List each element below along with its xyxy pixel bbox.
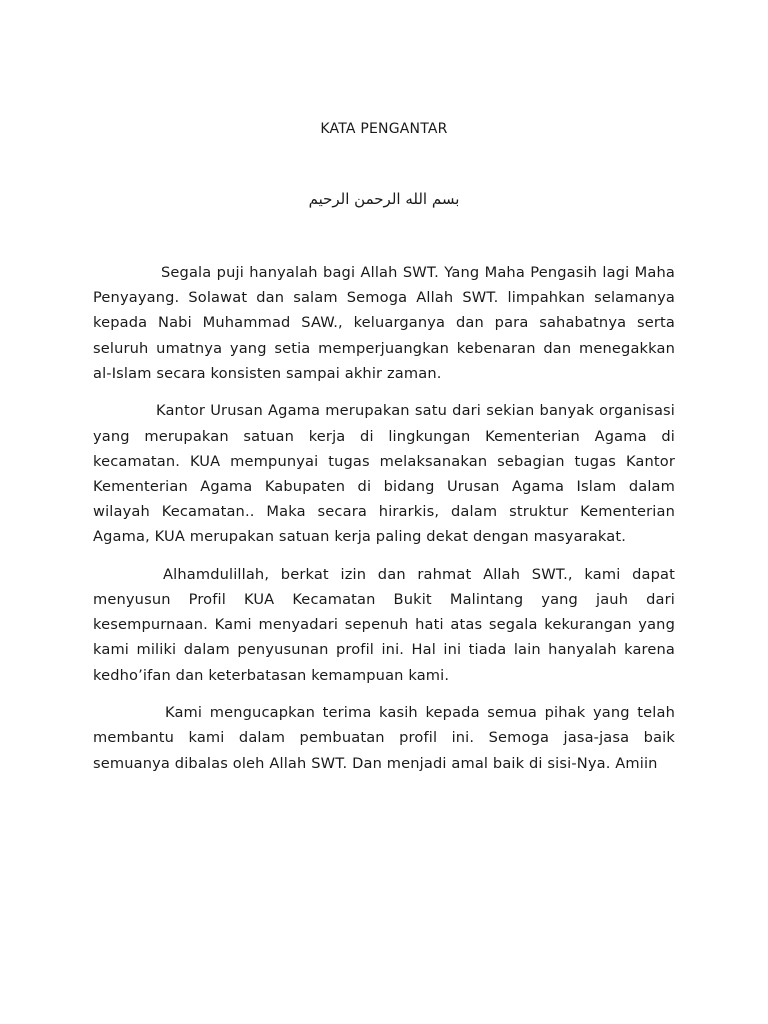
document-body [93, 260, 675, 788]
paragraph-kua-description: Kantor Urusan Agama merupakan satu dari sekian banyak organisasi yang merupakan satuan kerja di lingkungan Kementerian Agama di kecamatan. KUA mempunyai tugas melaksanakan sebagian tugas Kantor Kementerian Agama Kabupaten di bidang Urusan Agama Islam dalam wilayah Kecamatan.. Maka secara hirarkis, dalam struktur Kementerian Agama, KUA merupakan satuan kerja paling dekat dengan masyarakat. [93, 402, 675, 546]
paragraph-opening-praise: Segala puji hanyalah bagi Allah SWT. Yang Maha Pengasih lagi Maha Penyayang. Solawat dan salam Semoga Allah SWT. limpahkan selamanya kepada Nabi Muhammad SAW., keluarganya dan para sahabatnya serta seluruh umatnya yang setia memperjuangkan kebenaran dan menegakkan al-Islam secara konsisten sampai akhir zaman. [93, 264, 675, 382]
paragraph-profile-compilation: Alhamdulillah, berkat izin dan rahmat Allah SWT., kami dapat menyusun Profil KUA Kecamatan Bukit Malintang yang jauh dari kesempurnaan. Kami menyadari sepenuh hati atas segala kekurangan yang kami miliki dalam penyusunan profil ini. Hal ini tiada lain hanyalah karena kedho’ifan dan keterbatasan kemampuan kami. [93, 565, 675, 684]
paragraph-acknowledgement: Kami mengucapkan terima kasih kepada semua pihak yang telah membantu kami dalam pembuatan profil ini. Semoga jasa-jasa baik semuanya dibalas oleh Allah SWT. Dan menjadi amal baik di sisi-Nya. Amiin [93, 704, 675, 772]
page-title: KATA PENGANTAR [320, 121, 448, 137]
basmalah-text: بسم الله الرحمن الرحيم [308, 190, 460, 208]
